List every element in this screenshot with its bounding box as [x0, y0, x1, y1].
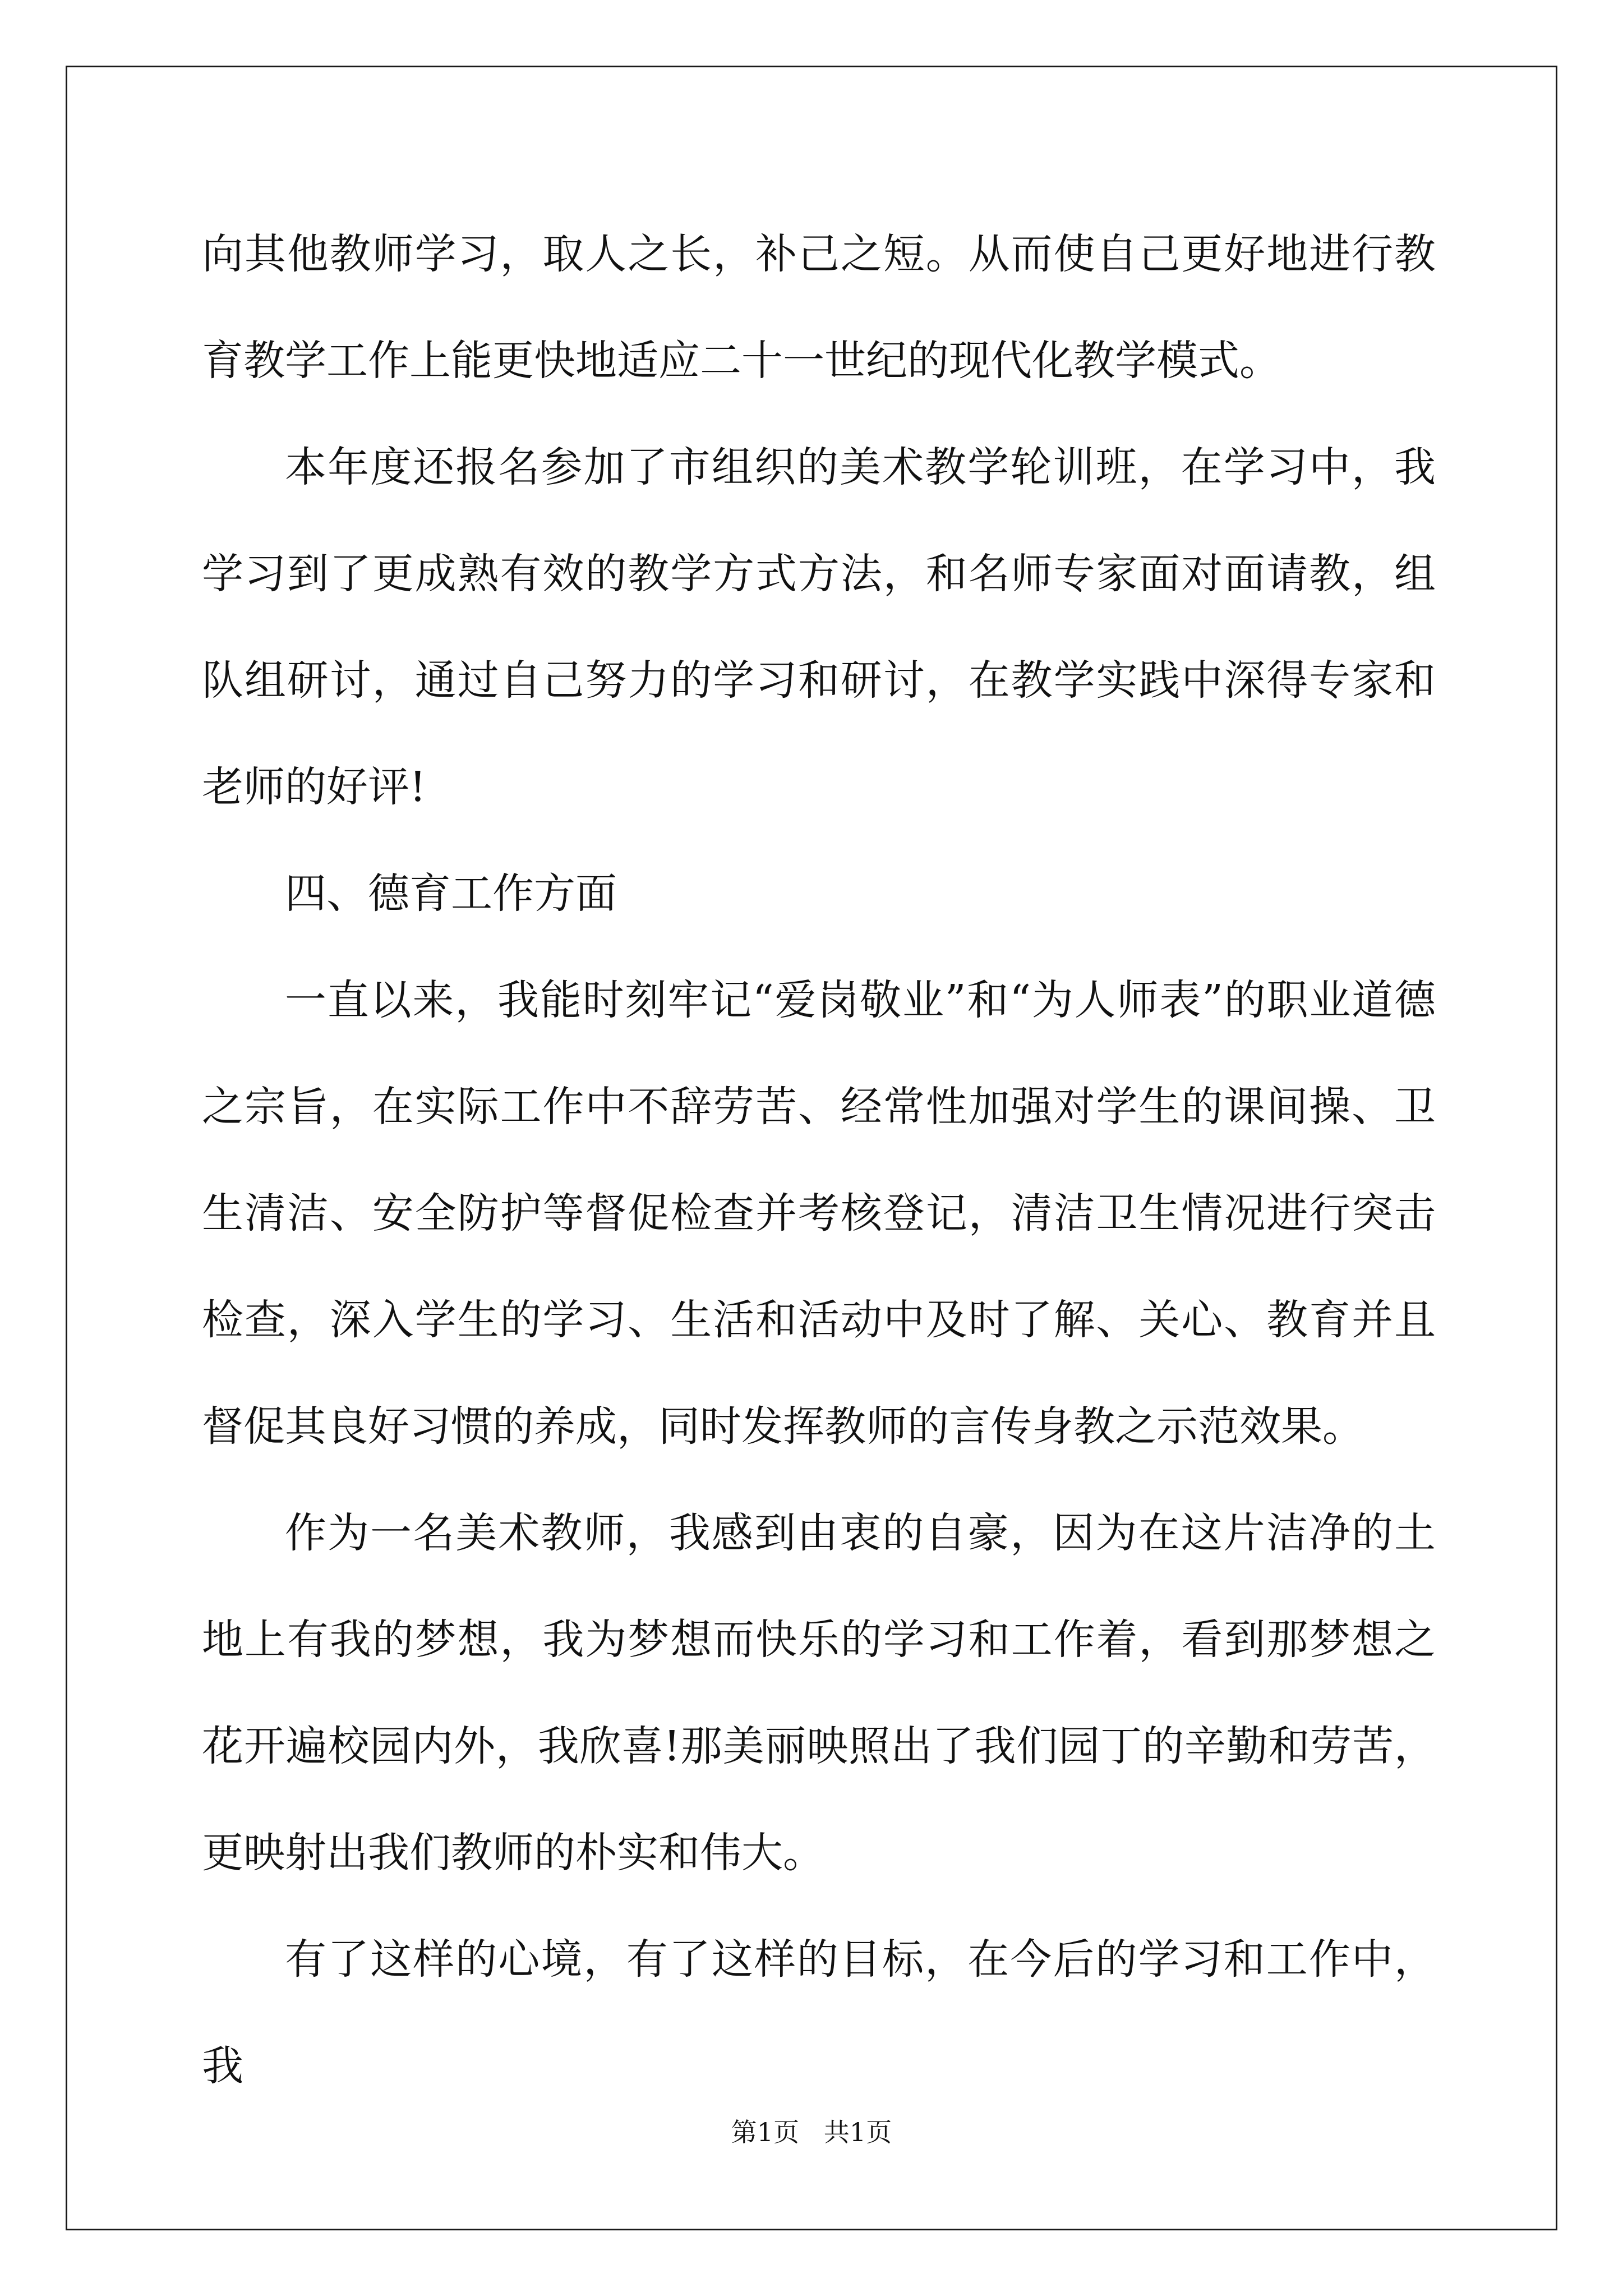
paragraph-4: 作为一名美术教师，我感到由衷的自豪，因为在这片洁净的土地上有我的梦想，我为梦想而快乐的学习和工作着，看到那梦想之花开遍校园内外，我欣喜!那美丽映照出了我们园丁的辛勤和劳苦，更映射出我们教师的朴实和伟大。: [202, 1509, 1436, 1877]
page-number-footer: 第1页 共1页: [731, 2117, 892, 2147]
document-body: [202, 201, 1436, 2119]
paragraph-1: 向其他教师学习，取人之长，补己之短。从而使自己更好地进行教育教学工作上能更快地适应二十一世纪的现代化教学模式。: [202, 230, 1436, 385]
paragraph-3: 一直以来，我能时刻牢记“爱岗敬业”和“为人师表”的职业道德之宗旨，在实际工作中不辞劳苦、经常性加强对学生的课间操、卫生清洁、安全防护等督促检查并考核登记，清洁卫生情况进行突击检查，深入学生的学习、生活和活动中及时了解、关心、教育并且督促其良好习惯的养成，同时发挥教师的言传身教之示范效果。: [202, 976, 1436, 1451]
section-heading-moral-education: 四、德育工作方面: [285, 869, 617, 918]
paragraph-5: 有了这样的心境，有了这样的目标，在今后的学习和工作中，我: [202, 1935, 1436, 2090]
paragraph-2: 本年度还报名参加了市组织的美术教学轮训班，在学习中，我学习到了更成熟有效的教学方式方法，和名师专家面对面请教，组队组研讨，通过自己努力的学习和研讨，在教学实践中深得专家和老师的好评!: [202, 443, 1436, 811]
